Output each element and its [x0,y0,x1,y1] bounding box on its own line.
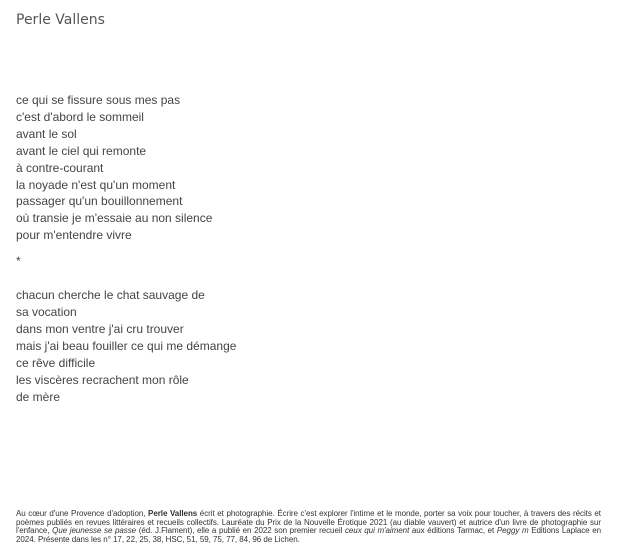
poem-line: avant le sol [16,126,77,141]
poem-line: passager qu'un bouillonnement [16,194,183,209]
poem-line: la noyade n'est qu'un moment [16,177,176,192]
bio-book-title: Que jeunesse se passe [52,526,137,536]
bio-text: écrit et photographie. Écrire c'est explorer l'intime et le monde, porter sa voix pour toucher, à travers des récits et poèmes publiés en revues littéraires et recueils collectifs. Lauréate du Prix de la Nouvelle Érotique 2021 (au diable vauvert) et autrice d'un livre de photographie sur l'enfance, [16,509,601,536]
poem-line: où transie je m'essaie au non silence [16,211,213,226]
poem-line: chacun cherche le chat sauvage de [16,288,205,303]
poem [16,92,236,406]
bio-text: (éd. J.Flament), elle a publié en 2022 son premier recueil [136,526,345,536]
bio-text: Editions Laplace en 2024. Présente dans les n° 17, 22, 25, 38, HSC, 51, 59, 75, 77, 84, 96 de Lichen. [16,526,601,544]
poem-line: avant le ciel qui remonte [16,143,147,158]
poem-line: ce qui se fissure sous mes pas [16,93,181,107]
author-bio [16,510,601,544]
poem-line: mais j'ai beau fouiller ce qui me démange [16,338,237,353]
poem-line: les viscères recrachent mon rôle [16,372,189,387]
bio-author-name: Perle Vallens [148,509,198,518]
poem-stanza-1 [16,92,236,244]
poem-stanza-2 [16,287,236,405]
poem-line: pour m'entendre vivre [16,228,132,243]
poem-line: de mère [16,389,61,404]
poem-line: à contre-courant [16,160,104,175]
poem-line: sa vocation [16,305,77,320]
stanza-separator: * [16,254,21,269]
poem-line: ce rêve difficile [16,355,96,370]
bio-text: Au cœur d'une Provence d'adoption, [16,509,149,518]
bio-text: aux éditions Tarmac, et [409,526,497,536]
poem-line: dans mon ventre j'ai cru trouver [16,321,184,336]
bio-book-title: Peggy m [496,526,529,536]
author-name-title: Perle Vallens [16,12,105,28]
poem-line: c'est d'abord le sommeil [16,109,144,124]
bio-book-title: ceux qui m'aiment [344,526,410,536]
